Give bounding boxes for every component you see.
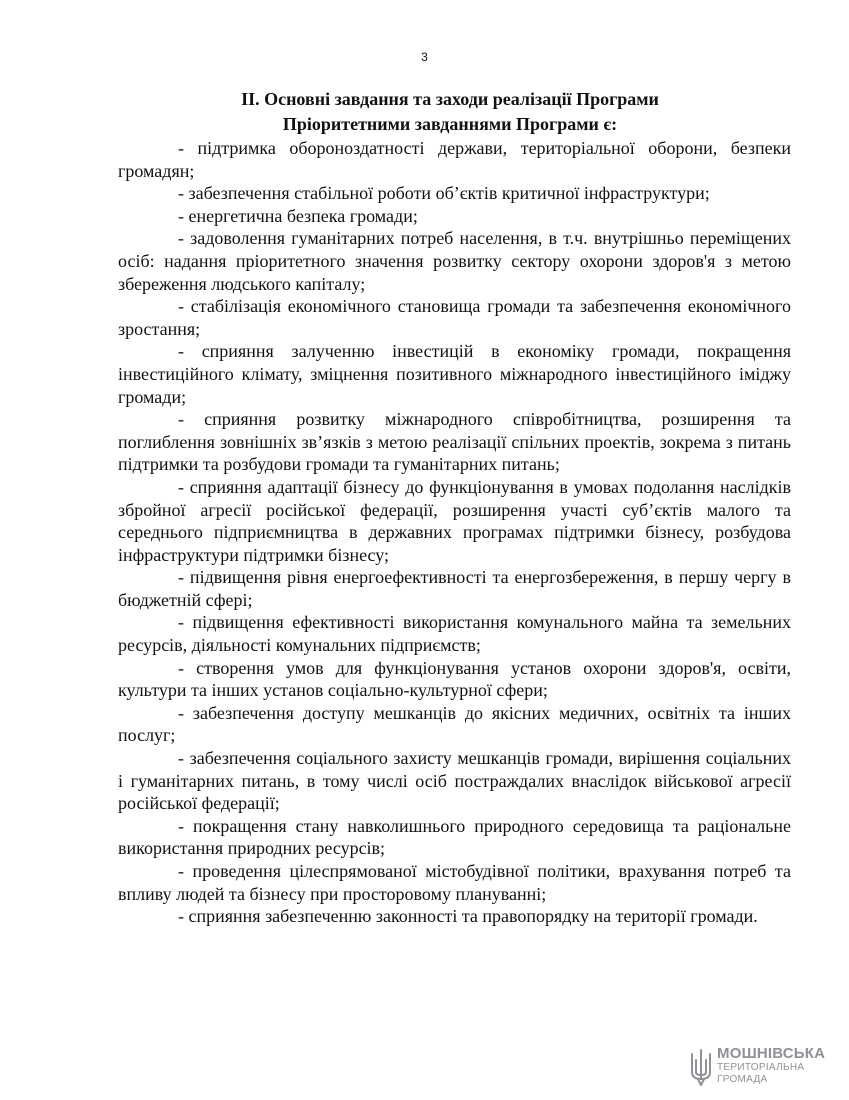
- trident-icon: [690, 1048, 712, 1088]
- section-subtitle: Пріоритетними завданнями Програми є:: [282, 114, 618, 134]
- section-headings: [110, 87, 790, 137]
- list-item: - сприяння залученню інвестицій в економіку громади, покращення інвестиційного клімату, зміцнення позитивного міжнародного інвестиційного іміджу громади;: [118, 341, 791, 407]
- list-item: - створення умов для функціонування установ охорони здоров'я, освіти, культури та інших установ соціально-культурної сфери;: [118, 657, 791, 701]
- list-item: - проведення цілеспрямованої містобудівної політики, врахування потреб та впливу людей та бізнесу при просторовому плануванні;: [118, 861, 791, 904]
- logo-subtitle: ТЕРИТОРІАЛЬНА: [717, 1062, 805, 1073]
- list-item: - стабілізація економічного становища громади та забезпечення економічного зростання;: [118, 296, 791, 339]
- section-title: ІІ. Основні завдання та заходи реалізації Програми: [241, 89, 659, 109]
- list-item: - забезпечення стабільної роботи об’єктів критичної інфраструктури;: [178, 183, 710, 204]
- list-item: - сприяння забезпеченню законності та правопорядку на території громади.: [178, 906, 758, 927]
- list-item: - задоволення гуманітарних потреб населення, в т.ч. внутрішньо переміщених осіб: надання пріоритетного значення розвитку сектору охорони здоров'я з метою збереження людського капіталу;: [118, 228, 791, 294]
- list-item: - покращення стану навколишнього природного середовища та раціональне використання природних ресурсів;: [118, 815, 791, 859]
- list-item: - підвищення рівня енергоефективності та енергозбереження, в першу чергу в бюджетній сфері;: [118, 567, 791, 610]
- logo-subtitle-2: ГРОМАДА: [717, 1074, 768, 1085]
- list-item: - підвищення ефективності використання комунального майна та земельних ресурсів, діяльності комунальних підприємств;: [118, 612, 791, 656]
- list-item: - забезпечення соціального захисту мешканців громади, вирішення соціальних і гуманітарних питань, в тому числі осіб постраждалих внаслідок військової агресії російської федерації;: [118, 748, 791, 814]
- logo-title: МОШНІВСЬКА: [717, 1045, 826, 1062]
- community-logo: [690, 1046, 840, 1094]
- list-item: - сприяння адаптації бізнесу до функціонування в умовах подолання наслідків збройної агресії російської федерації, розширення участі суб’єктів малого та середнього підприємництва в державних програмах підтримки бізнесу, розбудова інфраструктури підтримки бізнесу;: [118, 476, 791, 565]
- list-item: - підтримка обороноздатності держави, територіальної оборони, безпеки громадян;: [118, 138, 791, 181]
- list-item: - сприяння розвитку міжнародного співробітництва, розширення та поглиблення зовнішніх зв’язків з метою реалізації спільних проектів, зокрема з питань підтримки та розбудови громади та гуманітарних питань;: [118, 409, 791, 475]
- list-item: - забезпечення доступу мешканців до якісних медичних, освітніх та інших послуг;: [118, 702, 791, 746]
- list-item: - енергетична безпека громади;: [178, 205, 418, 226]
- page-number: 3: [421, 50, 428, 64]
- task-list: [118, 137, 791, 928]
